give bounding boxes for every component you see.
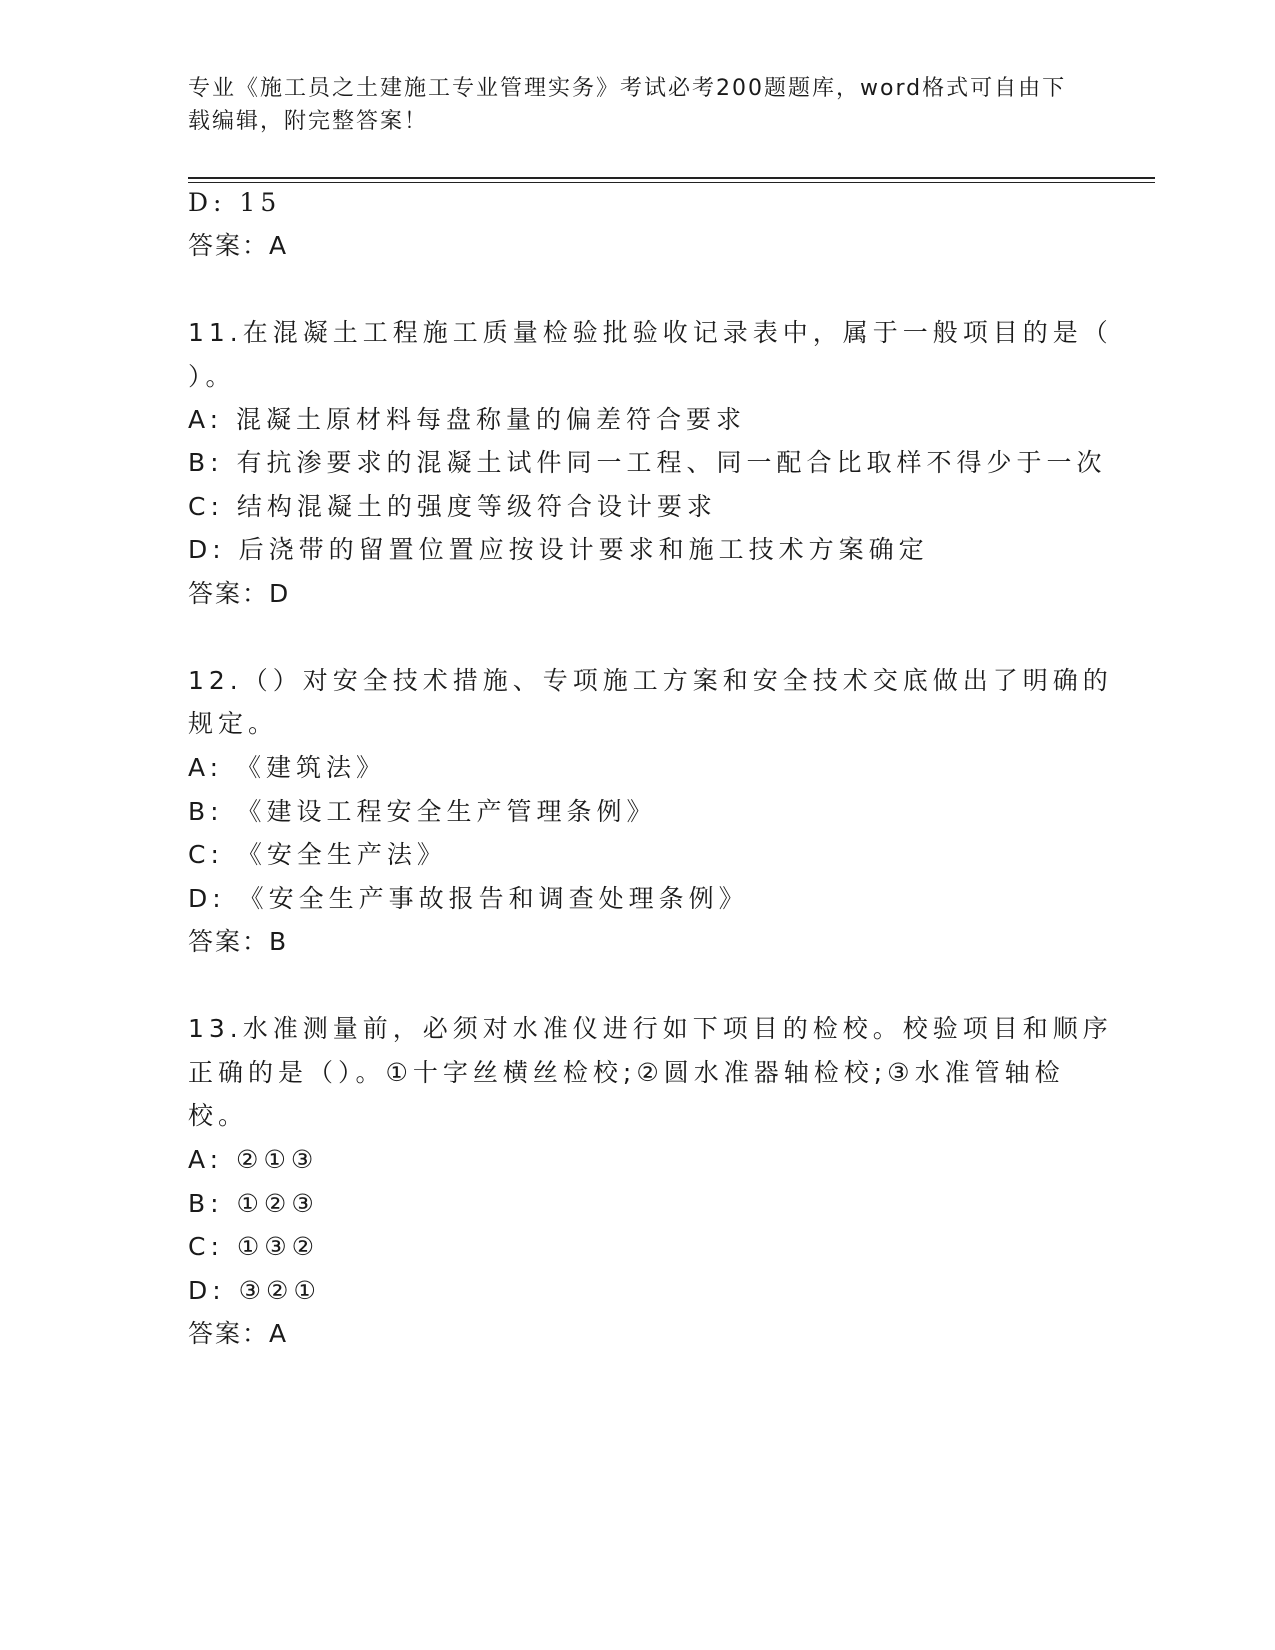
header-rule-thin <box>188 182 1155 183</box>
q11-stem-line2: ）。 <box>188 362 236 391</box>
q12-stem-line2: 规定。 <box>188 709 279 738</box>
q10-option-d: D: 15 <box>188 188 282 217</box>
q12-option-c: C: 《安全生产法》 <box>188 840 447 869</box>
q12-option-b: B: 《建设工程安全生产管理条例》 <box>188 797 657 826</box>
q13-answer: 答案：A <box>188 1319 289 1348</box>
q13-option-b: B: ①②③ <box>188 1189 319 1218</box>
q13-option-c: C: ①③② <box>188 1232 320 1261</box>
document-header: 专业《施工员之土建施工专业管理实务》考试必考200题题库，word格式可自由下载编辑，附完整答案！ <box>188 76 1067 134</box>
q11-option-b: B: 有抗渗要求的混凝土试件同一工程、同一配合比取样不得少于一次 <box>188 448 1107 477</box>
q12-answer: 答案：B <box>188 927 289 956</box>
q10-answer: 答案：A <box>188 231 289 260</box>
q11-option-a: A: 混凝土原材料每盘称量的偏差符合要求 <box>188 405 747 434</box>
q13-stem-line2: 正确的是（）。①十字丝横丝检校;②圆水准器轴检校;③水准管轴检 <box>188 1058 1065 1087</box>
q12-option-a: A: 《建筑法》 <box>188 753 387 782</box>
q11-stem-line1: 11.在混凝土工程施工质量检验批验收记录表中，属于一般项目的是（ <box>188 318 1113 347</box>
q11-answer: 答案：D <box>188 579 291 608</box>
q13-stem-line3: 校。 <box>188 1101 249 1130</box>
q11-option-c: C: 结构混凝土的强度等级符合设计要求 <box>188 492 717 521</box>
q11-option-d: D: 后浇带的留置位置应按设计要求和施工技术方案确定 <box>188 535 929 564</box>
header-rule-thick <box>188 177 1155 179</box>
q12-stem-line1: 12.（）对安全技术措施、专项施工方案和安全技术交底做出了明确的 <box>188 666 1113 695</box>
q12-option-d: D: 《安全生产事故报告和调查处理条例》 <box>188 884 749 913</box>
q13-option-a: A: ②①③ <box>188 1145 319 1174</box>
q13-option-d: D: ③②① <box>188 1276 321 1305</box>
q13-stem-line1: 13.水准测量前，必须对水准仪进行如下项目的检校。校验项目和顺序 <box>188 1014 1113 1043</box>
